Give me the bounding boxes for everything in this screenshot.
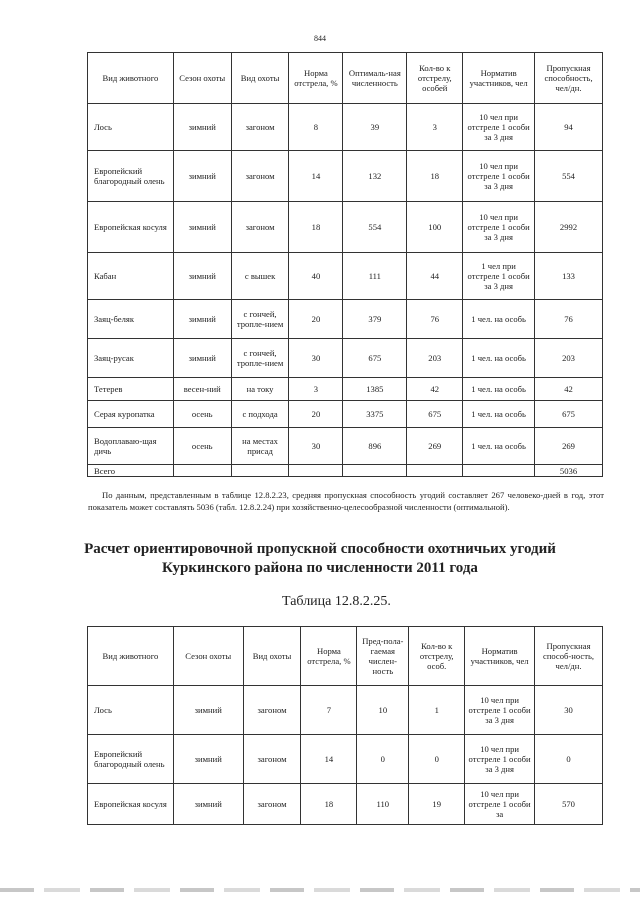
table-row (88, 735, 603, 784)
table-cell: 1 чел. на особь (463, 339, 535, 378)
table-cell: 2992 (535, 202, 603, 253)
page-number: 844 (314, 34, 326, 43)
table-cell: 18 (289, 202, 343, 253)
table-cell: 7 (301, 686, 357, 735)
table-cell: с гончей, тропле-нием (231, 339, 289, 378)
table-row (88, 686, 603, 735)
table-cell: осень (173, 428, 231, 465)
header-cell: Норма отстрела, % (289, 53, 343, 104)
table-cell: 133 (535, 253, 603, 300)
capacity-table-optimal-body (88, 53, 603, 477)
header-cell: Вид животного (88, 53, 174, 104)
table-cell: загоном (243, 735, 301, 784)
table-cell: 110 (357, 784, 409, 825)
table-cell: зимний (173, 151, 231, 202)
table-cell: зимний (173, 253, 231, 300)
table-cell: 3375 (343, 401, 407, 428)
empty-cell (407, 465, 463, 477)
table-cell: 570 (535, 784, 603, 825)
table-cell: 111 (343, 253, 407, 300)
table-cell: 1 чел. на особь (463, 428, 535, 465)
table-row (88, 151, 603, 202)
table-row (88, 339, 603, 378)
table-cell: загоном (243, 686, 301, 735)
table-cell: загоном (243, 784, 301, 825)
header-cell: Кол-во к отстрелу, особей (407, 53, 463, 104)
table-cell: зимний (173, 784, 243, 825)
table-cell: 3 (407, 104, 463, 151)
animal-cell: Европейский благородный олень (88, 735, 174, 784)
empty-cell (289, 465, 343, 477)
capacity-table-optimal (87, 52, 603, 477)
animal-cell: Лось (88, 686, 174, 735)
header-cell: Пред-пола-гаемая числен-ность (357, 627, 409, 686)
table-cell: 19 (409, 784, 465, 825)
table-row (88, 300, 603, 339)
table-cell: с вышек (231, 253, 289, 300)
table-cell: 76 (535, 300, 603, 339)
table-row (88, 428, 603, 465)
header-cell: Кол-во к отстрелу, особ. (409, 627, 465, 686)
table-cell: 100 (407, 202, 463, 253)
header-cell: Вид охоты (231, 53, 289, 104)
header-cell: Норма отстрела, % (301, 627, 357, 686)
table-cell: зимний (173, 735, 243, 784)
animal-cell: Заяц-беляк (88, 300, 174, 339)
header-row (88, 627, 603, 686)
animal-cell: Тетерев (88, 378, 174, 401)
table-cell: 896 (343, 428, 407, 465)
table-row (88, 378, 603, 401)
empty-cell (463, 465, 535, 477)
table-cell: 44 (407, 253, 463, 300)
table-cell: 42 (407, 378, 463, 401)
table-cell: 10 чел при отстреле 1 особи за 3 дня (463, 202, 535, 253)
table-cell: загоном (231, 151, 289, 202)
scan-artifact (0, 888, 640, 892)
table-cell: зимний (173, 300, 231, 339)
animal-cell: Кабан (88, 253, 174, 300)
total-row (88, 465, 603, 477)
table-cell: на местах присад (231, 428, 289, 465)
table-cell: с гончей, тропле-нием (231, 300, 289, 339)
table-cell: 379 (343, 300, 407, 339)
section-title-line1: Расчет ориентировочной пропускной способности охотничьих угодий (84, 541, 556, 557)
header-cell: Пропускная способ-ность, чел/дн. (535, 627, 603, 686)
table-row (88, 104, 603, 151)
table-cell: 76 (407, 300, 463, 339)
header-cell: Сезон охоты (173, 53, 231, 104)
animal-cell: Серая куропатка (88, 401, 174, 428)
empty-cell (231, 465, 289, 477)
animal-cell: Европейский благородный олень (88, 151, 174, 202)
table-cell: зимний (173, 104, 231, 151)
table-cell: 94 (535, 104, 603, 151)
table-number: Таблица 12.8.2.25. (282, 594, 391, 609)
table-cell: 269 (407, 428, 463, 465)
table-cell: 554 (343, 202, 407, 253)
table-cell: 203 (535, 339, 603, 378)
table-cell: 14 (301, 735, 357, 784)
table-cell: 10 чел при отстреле 1 особи за 3 дня (465, 735, 535, 784)
paragraph-note: По данным, представленным в таблице 12.8.2.23, средняя пропускная способность угодий составляет 267 человеко-дней в год, этот показатель может составлять 5036 (табл. 12.8.2.24) при хозяйственно-целесообразной численности (оптимальной). (88, 490, 604, 512)
table-cell: зимний (173, 686, 243, 735)
animal-cell: Европейская косуля (88, 202, 174, 253)
table-cell: 203 (407, 339, 463, 378)
table-cell: 10 чел при отстреле 1 особи за 3 дня (465, 686, 535, 735)
table-cell: 8 (289, 104, 343, 151)
table-cell: 1 чел при отстреле 1 особи за 3 дня (463, 253, 535, 300)
table-cell: 14 (289, 151, 343, 202)
table-cell: 39 (343, 104, 407, 151)
table-cell: 1 чел. на особь (463, 378, 535, 401)
table-row (88, 202, 603, 253)
table-cell: 30 (535, 686, 603, 735)
empty-cell (173, 465, 231, 477)
table-cell: осень (173, 401, 231, 428)
table-cell: 20 (289, 300, 343, 339)
animal-cell: Водоплаваю-щая дичь (88, 428, 174, 465)
total-value: 5036 (535, 465, 603, 477)
table-cell: 10 чел при отстреле 1 особи за (465, 784, 535, 825)
table-cell: весен-ний (173, 378, 231, 401)
animal-cell: Заяц-русак (88, 339, 174, 378)
table-cell: с подхода (231, 401, 289, 428)
table-row (88, 253, 603, 300)
table-cell: 42 (535, 378, 603, 401)
table-cell: загоном (231, 104, 289, 151)
header-row (88, 53, 603, 104)
header-cell: Пропускная способность, чел/дн. (535, 53, 603, 104)
table-cell: 0 (535, 735, 603, 784)
header-cell: Оптималь-ная численность (343, 53, 407, 104)
table-cell: загоном (231, 202, 289, 253)
animal-cell: Европейская косуля (88, 784, 174, 825)
table-row (88, 784, 603, 825)
table-cell: 675 (407, 401, 463, 428)
table-cell: 1 чел. на особь (463, 300, 535, 339)
table-cell: 18 (407, 151, 463, 202)
header-cell: Сезон охоты (173, 627, 243, 686)
table-cell: 3 (289, 378, 343, 401)
animal-cell: Лось (88, 104, 174, 151)
capacity-table-2011 (87, 626, 603, 825)
header-cell: Вид охоты (243, 627, 301, 686)
table-cell: 18 (301, 784, 357, 825)
table-cell: 40 (289, 253, 343, 300)
table-cell: 1 чел. на особь (463, 401, 535, 428)
total-label: Всего (88, 465, 174, 477)
empty-cell (343, 465, 407, 477)
table-cell: 1385 (343, 378, 407, 401)
table-cell: зимний (173, 339, 231, 378)
table-cell: 0 (357, 735, 409, 784)
header-cell: Норматив участников, чел (465, 627, 535, 686)
table-cell: на току (231, 378, 289, 401)
table-cell: 269 (535, 428, 603, 465)
table-cell: 675 (535, 401, 603, 428)
header-cell: Норматив участников, чел (463, 53, 535, 104)
table-cell: 30 (289, 428, 343, 465)
table-cell: 10 чел при отстреле 1 особи за 3 дня (463, 151, 535, 202)
table-cell: 30 (289, 339, 343, 378)
section-title-line2: Куркинского района по численности 2011 года (162, 560, 478, 576)
table-cell: 554 (535, 151, 603, 202)
table-cell: 675 (343, 339, 407, 378)
table-cell: 1 (409, 686, 465, 735)
header-cell: Вид животного (88, 627, 174, 686)
table-row (88, 401, 603, 428)
table-cell: зимний (173, 202, 231, 253)
table-cell: 0 (409, 735, 465, 784)
capacity-table-2011-body (88, 627, 603, 825)
table-cell: 132 (343, 151, 407, 202)
table-cell: 20 (289, 401, 343, 428)
section-title (0, 540, 640, 578)
table-cell: 10 (357, 686, 409, 735)
table-cell: 10 чел при отстреле 1 особи за 3 дня (463, 104, 535, 151)
